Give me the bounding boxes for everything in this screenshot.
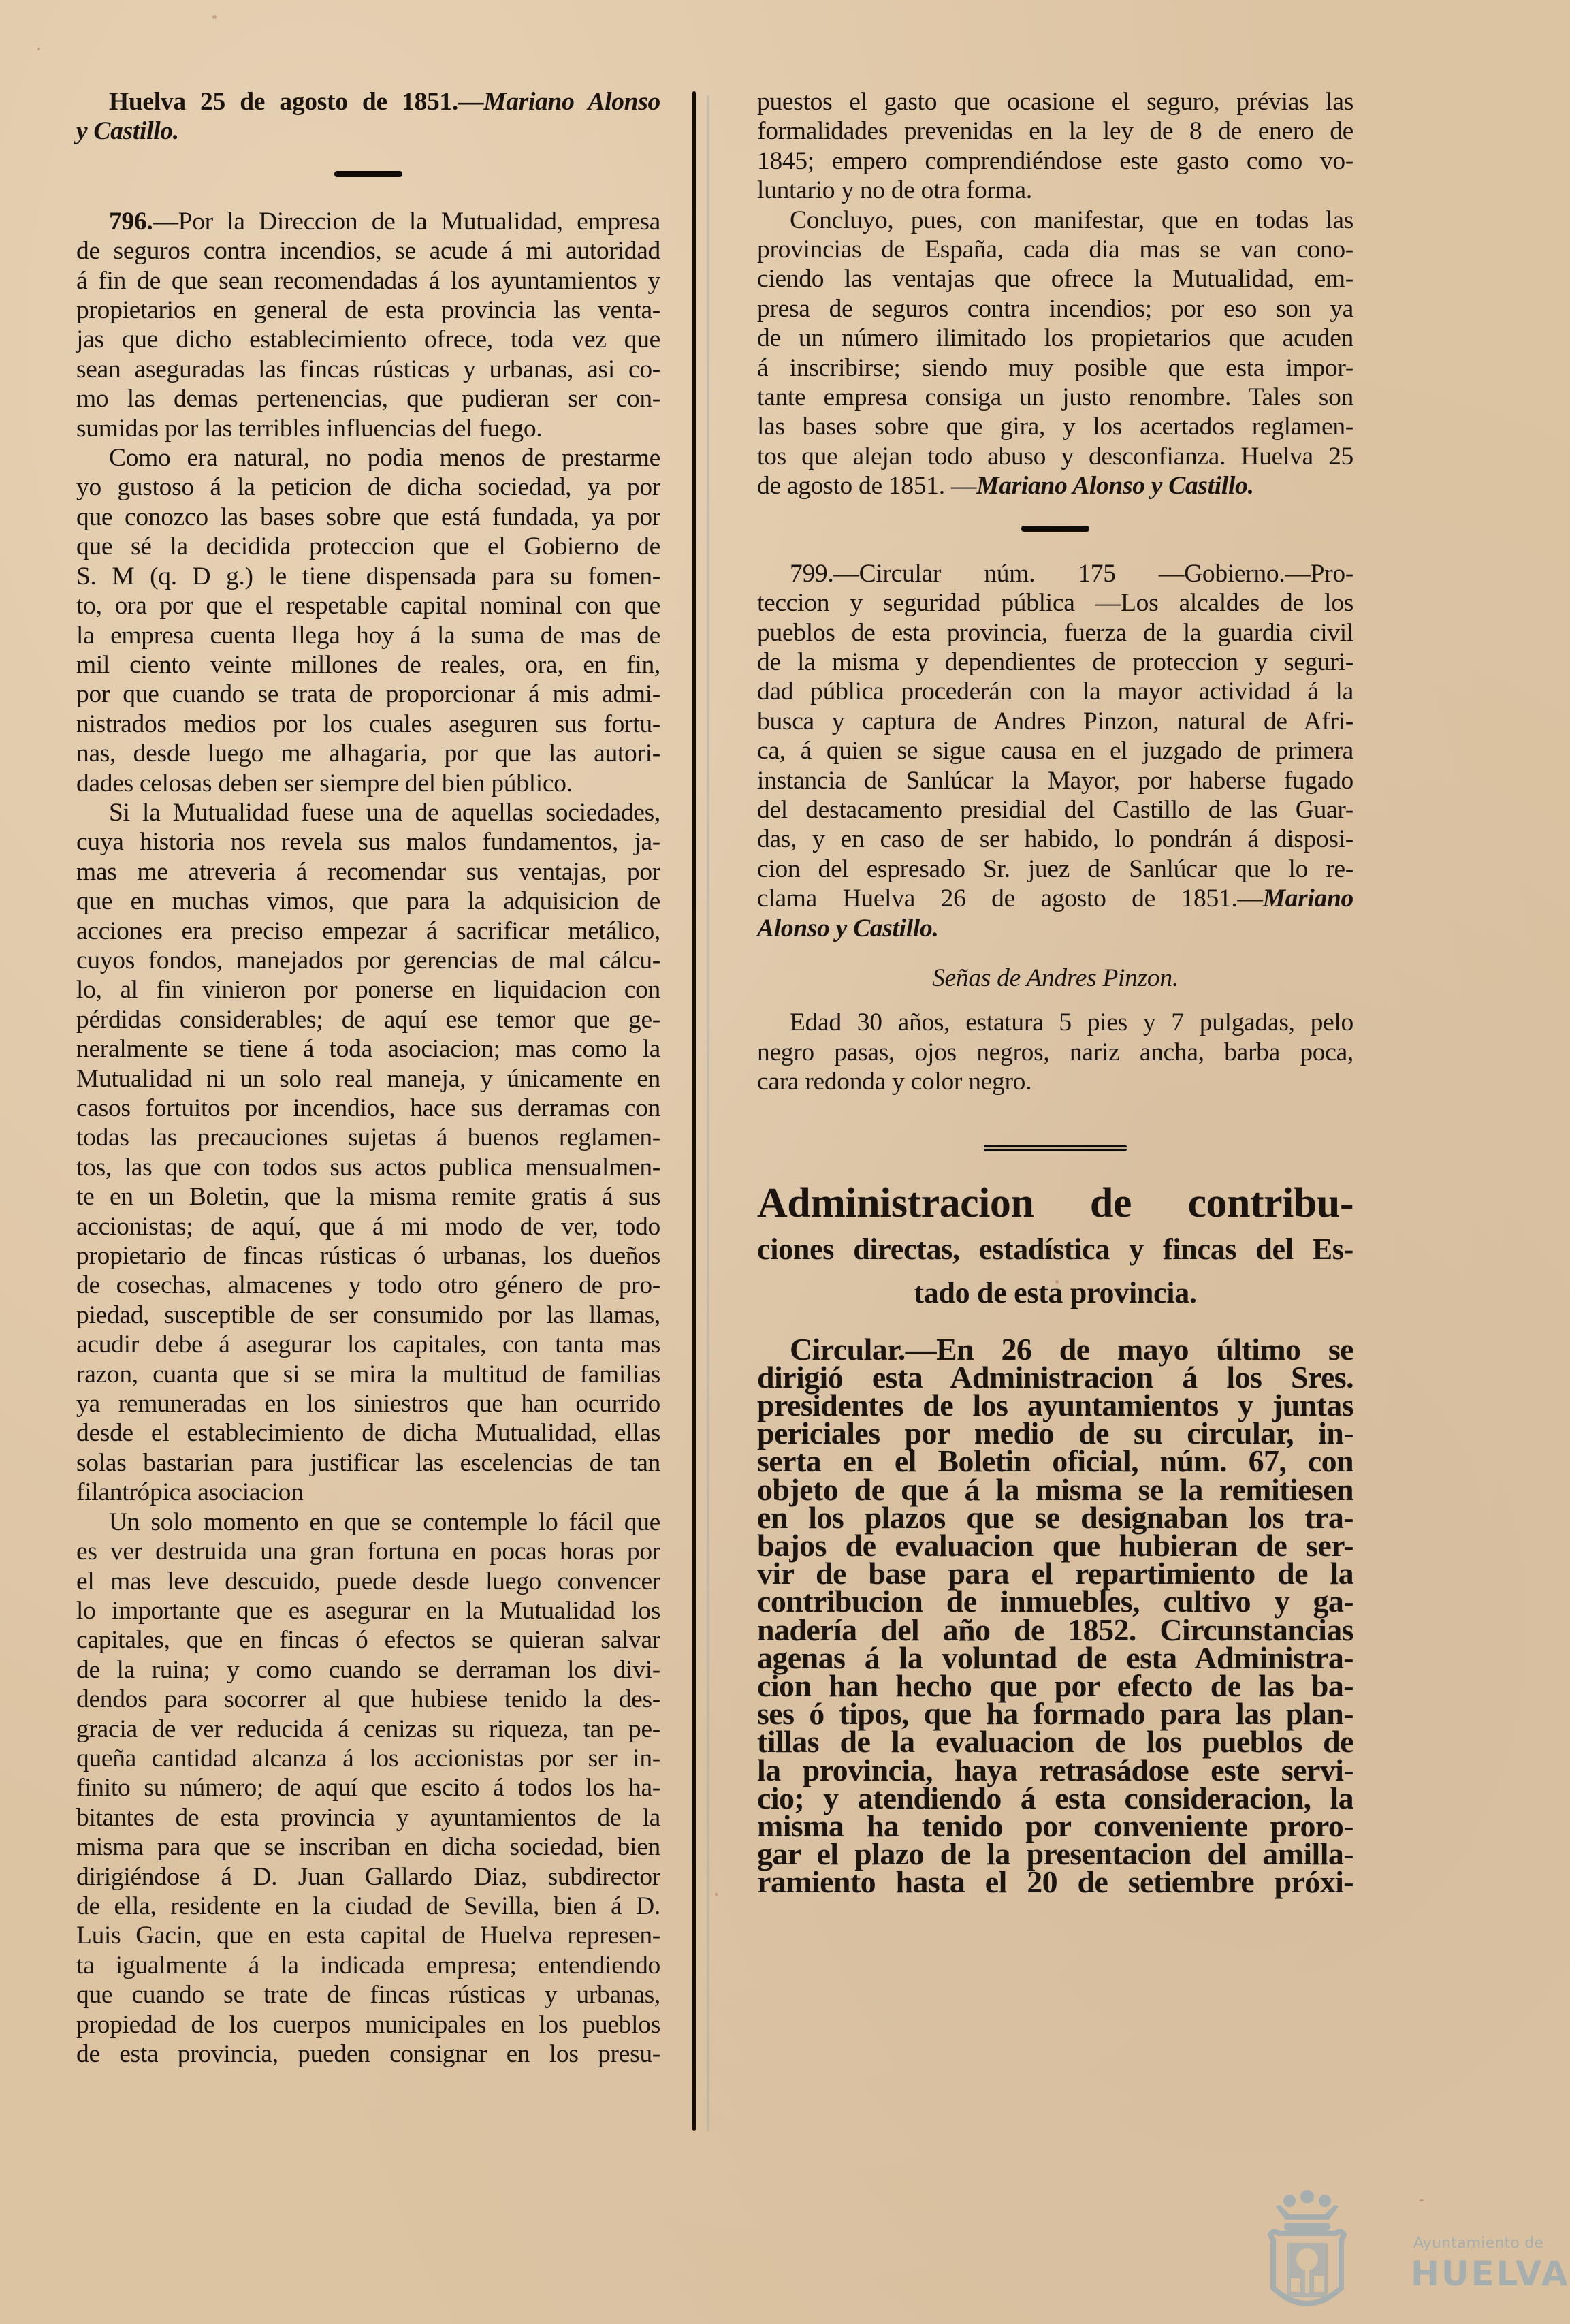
paper-speck <box>715 1893 718 1896</box>
article-line: jas que dicho establecimiento ofrece, toda vez que <box>76 325 660 354</box>
article-line: á inscribirse; siendo muy posible que esta impor- <box>757 353 1353 382</box>
article-line: ciendo las ventajas que ofrece la Mutualidad, em- <box>757 265 1353 293</box>
article-line: cuya historia nos revela sus malos fundamentos, ja- <box>76 828 660 857</box>
article-line: el mas leve descuido, puede desde luego convencer <box>76 1567 660 1595</box>
left-column <box>76 87 660 2069</box>
description-line: negro pasas, ojos negros, nariz ancha, barba poca, <box>757 1038 1353 1066</box>
circular-line: misma ha tenido por conveniente proro- <box>757 1809 1353 1844</box>
article-line: filantrópica asociacion <box>76 1478 304 1507</box>
article-line: Un solo momento en que se contemple lo fácil que <box>109 1508 660 1536</box>
article-line: que sé la decidida proteccion que el Gobierno de <box>76 532 660 561</box>
article-line: to, ora por que el respetable capital nominal con que <box>76 592 660 620</box>
article-line: acciones era preciso empezar á sacrificar metálico, <box>76 917 660 945</box>
circular-line: nadería del año de 1852. Circunstancias <box>757 1612 1353 1647</box>
coat-of-arms-icon <box>1266 2186 1348 2315</box>
article-line <box>76 207 660 236</box>
closing-line: y Castillo. <box>76 117 179 146</box>
article-line: que en muchas vimos, que para la adquisicion de <box>76 887 660 916</box>
article-line: piedad, susceptible de ser consumido por las llamas, <box>76 1301 660 1329</box>
article-799-signature: Alonso y Castillo. <box>757 914 939 942</box>
article-line: Si la Mutualidad fuese una de aquellas sociedades, <box>109 798 660 827</box>
article-line: de esta provincia, pueden consignar en los presu- <box>76 2040 660 2068</box>
article-799-line: clama Huelva 26 de agosto de 1851.—Mariano <box>757 885 1353 913</box>
circular-line: dirigió esta Administracion á los Sres. <box>757 1359 1353 1395</box>
article-799-line: busca y captura de Andres Pinzon, natural de Afri- <box>757 707 1353 735</box>
circular-line: agenas á la voluntad de esta Administra- <box>757 1640 1353 1675</box>
circular-line: periciales por medio de su circular, in- <box>757 1416 1353 1451</box>
article-line: neralmente se tiene á toda asociacion; mas como la <box>76 1035 660 1064</box>
article-line: propietario de fincas rústicas ó urbanas, los dueños <box>76 1242 660 1271</box>
article-line: yo gustoso á la peticion de dicha sociedad, ya por <box>76 473 660 502</box>
article-799-line: pueblos de esta provincia, fuerza de la guardia civil <box>757 618 1353 647</box>
circular-line: tillas de la evaluacion de los pueblos de <box>757 1724 1353 1760</box>
article-799-line: teccion y seguridad pública —Los alcaldes de los <box>757 589 1353 618</box>
article-line: queña cantidad alcanza á los accionistas por ser in- <box>76 1744 660 1772</box>
watermark-line2: HUELVA <box>1411 2254 1570 2293</box>
article-line: de cosechas, almacenes y todo otro género de pro- <box>76 1271 660 1300</box>
article-799-line: dad pública procederán con la mayor actividad á la <box>757 678 1353 706</box>
article-line: finito su número; de aquí que escito á todos los ha- <box>76 1774 660 1802</box>
article-line: propiedad de los cuerpos municipales en los pueblos <box>76 2010 660 2039</box>
right-column <box>757 87 1353 1900</box>
article-line: razon, cuanta que si se mira la multitud de familias <box>76 1360 660 1388</box>
administration-circular <box>757 1331 1353 1900</box>
article-line: 1845; empero comprendiéndose este gasto como vo- <box>757 146 1353 175</box>
article-line: todas las precauciones sujetas á buenos reglamen- <box>76 1124 660 1152</box>
column-divider <box>692 91 696 2131</box>
circular-line: gar el plazo de la presentacion del amilla- <box>757 1836 1353 1872</box>
article-line: Concluyo, pues, con manifestar, que en todas las <box>790 206 1353 234</box>
article-line: de un número ilimitado los propietarios que acuden <box>757 324 1353 353</box>
article-799 <box>757 559 1353 884</box>
description-title: Señas de Andres Pinzon. <box>932 964 1179 992</box>
description-line: Edad 30 años, estatura 5 pies y 7 pulgadas, pelo <box>790 1008 1353 1037</box>
paper-speck <box>1055 1280 1059 1284</box>
article-line: las bases sobre que gira, y los acertados reglamen- <box>757 413 1353 441</box>
article-line: desde el establecimiento de dicha Mutualidad, ellas <box>76 1419 660 1448</box>
article-line: nistrados medios por los cuales aseguren sus fortu- <box>76 710 660 738</box>
article-799-line: de la misma y dependientes de proteccion y seguri- <box>757 648 1353 676</box>
description-line: cara redonda y color negro. <box>757 1068 1032 1096</box>
article-line: gracia de ver reducida á cenizas su riqueza, tan pe- <box>76 1715 660 1743</box>
article-line: la empresa cuenta llega hoy á la suma de mas de <box>76 621 660 650</box>
article-line: que conozco las bases sobre que está fundada, ya por <box>76 503 660 531</box>
circular-line: ramiento hasta el 20 de setiembre próxi- <box>757 1864 1353 1900</box>
article-line: dades celosas deben ser siempre del bien público. <box>76 769 573 797</box>
article-line: que cuando se trate de fincas rústicas y urbanas, <box>76 1981 660 2009</box>
article-799-line: 799.—Circular núm. 175 —Gobierno.—Pro- <box>790 559 1353 588</box>
article-line: sumidas por las terribles influencias del fuego. <box>76 414 543 443</box>
column-divider-shadow <box>707 95 709 2131</box>
paper-speck <box>37 48 40 50</box>
article-line: ta igualmente á la indicada empresa; entendiendo <box>76 1951 660 1979</box>
previous-article-closing <box>76 87 660 146</box>
article-line: provincias de España, cada dia mas se van cono- <box>757 236 1353 264</box>
article-line: pérdidas considerables; de aquí ese temor que ge- <box>76 1005 660 1034</box>
article-line: capitales, que en fincas ó efectos se quieran salvar <box>76 1626 660 1655</box>
article-799-line: cion del espresado Sr. juez de Sanlúcar que lo re- <box>757 855 1353 883</box>
circular-line: serta en el Boletin oficial, núm. 67, con <box>757 1444 1353 1479</box>
article-line: dendos para socorrer al que hubiese tenido la des- <box>76 1685 660 1714</box>
circular-line: Circular.—En 26 de mayo último se <box>790 1331 1353 1367</box>
article-799-line: del destacamento presidial del Castillo de las Guar- <box>757 795 1353 824</box>
circular-line: ses ó tipos, que ha formado para las plan- <box>757 1696 1353 1732</box>
article-line: mil ciento veinte millones de reales, ora, en fin, <box>76 650 660 679</box>
article-799-line: ca, á quien se sigue causa en el juzgado de primera <box>757 737 1353 765</box>
circular-line: en los plazos que se designaban los tra- <box>757 1499 1353 1535</box>
article-line: lo, al fin vinieron por ponerse en liquidacion con <box>76 976 660 1004</box>
article-line: nas, desde luego me alhagaria, por que las autori- <box>76 739 660 768</box>
circular-line: bajos de evaluacion que hubieran de ser- <box>757 1528 1353 1563</box>
article-paragraph <box>76 798 660 1508</box>
article-line: formalidades prevenidas en la ley de 8 de enero de <box>757 117 1353 146</box>
section-subheading: tado de esta provincia. <box>914 1275 1197 1309</box>
article-line: ya remuneradas en los siniestros que han ocurrido <box>76 1390 660 1418</box>
watermark-line1: Ayuntamiento de <box>1413 2235 1544 2252</box>
article-799-line: instancia de Sanlúcar la Mayor, por haberse fugado <box>757 766 1353 795</box>
article-line: luntario y no de otra forma. <box>757 176 1032 205</box>
section-divider-double <box>984 1145 1127 1151</box>
article-line: puestos el gasto que ocasione el seguro, prévias las <box>757 88 1353 116</box>
article-796 <box>76 207 660 2069</box>
article-line: cuyos fondos, manejados por gerencias de mal cálcu- <box>76 946 660 974</box>
article-line: lo importante que es asegurar en la Mutualidad los <box>76 1596 660 1625</box>
circular-line: contribucion de inmuebles, cultivo y ga- <box>757 1584 1353 1619</box>
section-subheading: ciones directas, estadística y fincas del Es- <box>757 1232 1353 1266</box>
article-line: bitantes de esta provincia y ayuntamientos de la <box>76 1803 660 1832</box>
article-line: de la ruina; y como cuando se derraman los divi- <box>76 1655 660 1684</box>
circular-line: presidentes de los ayuntamientos y juntas <box>757 1388 1353 1422</box>
paper-speck <box>212 15 217 19</box>
article-line: á fin de que sean recomendadas á los ayuntamientos y <box>76 266 660 295</box>
article-796-continuation <box>757 87 1353 206</box>
closing-line: Huelva 25 de agosto de 1851.—Mariano Alonso <box>109 88 660 116</box>
article-paragraph <box>76 443 660 798</box>
article-paragraph <box>76 1508 660 2069</box>
article-line: tante empresa consiga un justo renombre. Tales son <box>757 383 1353 412</box>
article-line: sean aseguradas las fincas rústicas y urbanas, asi co- <box>76 355 660 383</box>
article-paragraph <box>76 207 660 443</box>
circular-line: cio; y atendiendo á esta consideracion, la <box>757 1780 1353 1815</box>
article-line: por que cuando se trata de proporcionar á mis admi- <box>76 680 660 709</box>
article-line: misma para que se inscriban en dicha sociedad, bien <box>76 1833 660 1862</box>
circular-line: la provincia, haya retrasádose este servi- <box>757 1752 1353 1787</box>
article-line: S. M (q. D g.) le tiene dispensada para su fomen- <box>76 562 660 590</box>
article-line: tos que alejan todo abuso y desconfianza. Huelva 25 <box>757 442 1353 471</box>
article-line: de ella, residente en la ciudad de Sevilla, bien á D. <box>76 1892 660 1920</box>
article-line: Como era natural, no podia menos de prestarme <box>109 444 660 473</box>
article-line: propietarios en general de esta provincia las venta- <box>76 296 660 325</box>
article-line: de seguros contra incendios, se acude á mi autoridad <box>76 237 660 266</box>
line-text: —Por la Direccion de la Mutualidad, empresa <box>153 207 660 236</box>
circular-line: cion han hecho que por efecto de las ba- <box>757 1668 1353 1704</box>
article-line: casos fortuitos por incendios, hace sus derramas con <box>76 1094 660 1122</box>
article-line: mo las demas pertenencias, que pudieran ser con- <box>76 385 660 413</box>
article-799-line: das, y en caso de ser habido, lo pondrán á disposi- <box>757 825 1353 854</box>
section-heading: Administracion de contribu- <box>757 1179 1353 1226</box>
article-line: es ver destruida una gran fortuna en pocas horas por <box>76 1538 660 1566</box>
article-line: solas bastarian para justificar las escelencias de tan <box>76 1448 660 1477</box>
section-divider <box>1021 526 1089 532</box>
watermark <box>1260 2186 1570 2315</box>
circular-line: vir de base para el repartimiento de la <box>757 1556 1353 1591</box>
article-line: mas me atreveria á recomendar sus ventajas, por <box>76 857 660 886</box>
article-line: dirigiéndose á D. Juan Gallardo Diaz, subdirector <box>76 1862 660 1891</box>
fugitive-description <box>757 1008 1353 1096</box>
paper-speck <box>1420 2199 1424 2201</box>
circular-line: objeto de que á la misma se la remitiesen <box>757 1471 1353 1507</box>
article-line: te en un Boletin, que la misma remite gratis á sus <box>76 1183 660 1211</box>
article-line: acudir debe á asegurar los capitales, con tanta mas <box>76 1331 660 1359</box>
article-number: 796. <box>109 207 153 236</box>
article-line: accionistas; de aquí, que á mi modo de ver, todo <box>76 1212 660 1241</box>
article-line: Luis Gacin, que en esta capital de Huelva represen- <box>76 1922 660 1950</box>
article-line: Mutualidad ni un solo real maneja, y únicamente en <box>76 1064 660 1093</box>
article-796-conclusion <box>757 206 1353 472</box>
section-divider <box>334 171 402 177</box>
signature-line: de agosto de 1851. —Mariano Alonso y Castillo. <box>757 472 1254 500</box>
article-line: tos, las que con todos sus actos publica mensualmen- <box>76 1153 660 1181</box>
article-line: presa de seguros contra incendios; por eso son ya <box>757 294 1353 323</box>
